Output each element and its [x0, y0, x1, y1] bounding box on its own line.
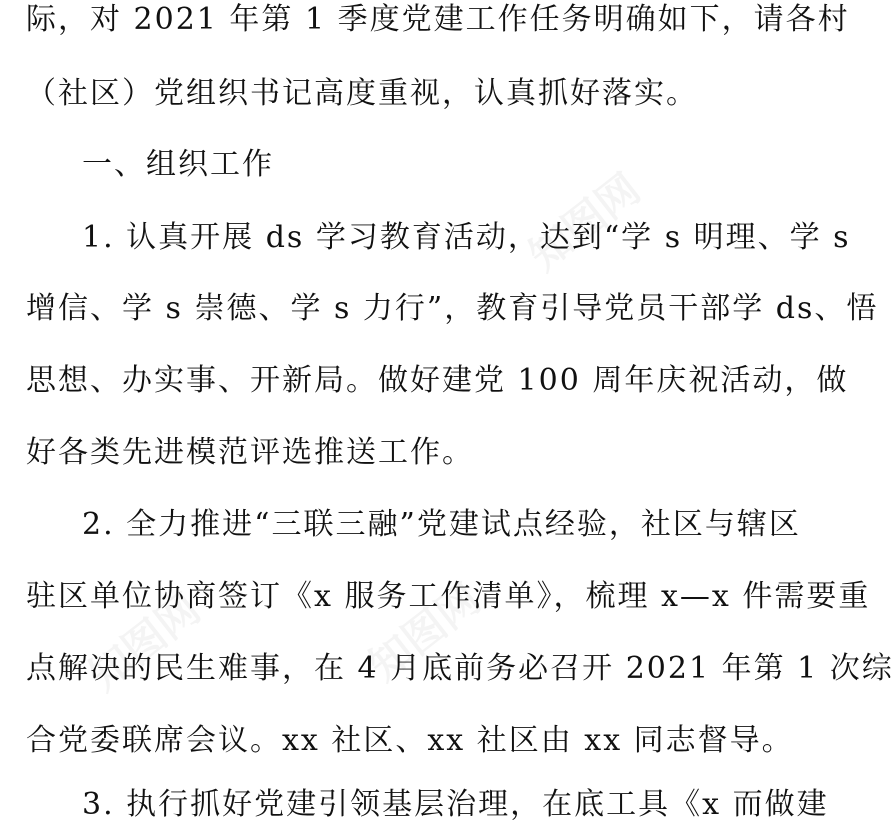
- section-heading: 一、组织工作: [82, 147, 274, 182]
- text-line: 1. 认真开展 ds 学习教育活动，达到“学 s 明理、学 s: [82, 220, 851, 255]
- text-line: 合党委联席会议。xx 社区、xx 社区由 xx 同志督导。: [26, 723, 794, 758]
- text-line: 增信、学 s 崇德、学 s 力行”，教育引导党员干部学 ds、悟: [26, 291, 879, 326]
- text-line: 驻区单位协商签订《x 服务工作清单》，梳理 x—x 件需要重: [26, 579, 871, 614]
- text-line: 点解决的民生难事，在 4 月底前务必召开 2021 年第 1 次综: [26, 651, 894, 686]
- text-line: 际，对 2021 年第 1 季度党建工作任务明确如下，请各村: [26, 2, 850, 37]
- text-line: 2. 全力推进“三联三融”党建试点经验，社区与辖区: [82, 507, 801, 542]
- text-line: 好各类先进模范评选推送工作。: [26, 435, 474, 470]
- text-line: 思想、办实事、开新局。做好建党 100 周年庆祝活动，做: [26, 363, 849, 398]
- text-line: （社区）党组织书记高度重视，认真抓好落实。: [26, 76, 698, 111]
- text-line: 3. 执行抓好党建引领基层治理，在底工具《x 而做建: [82, 787, 829, 822]
